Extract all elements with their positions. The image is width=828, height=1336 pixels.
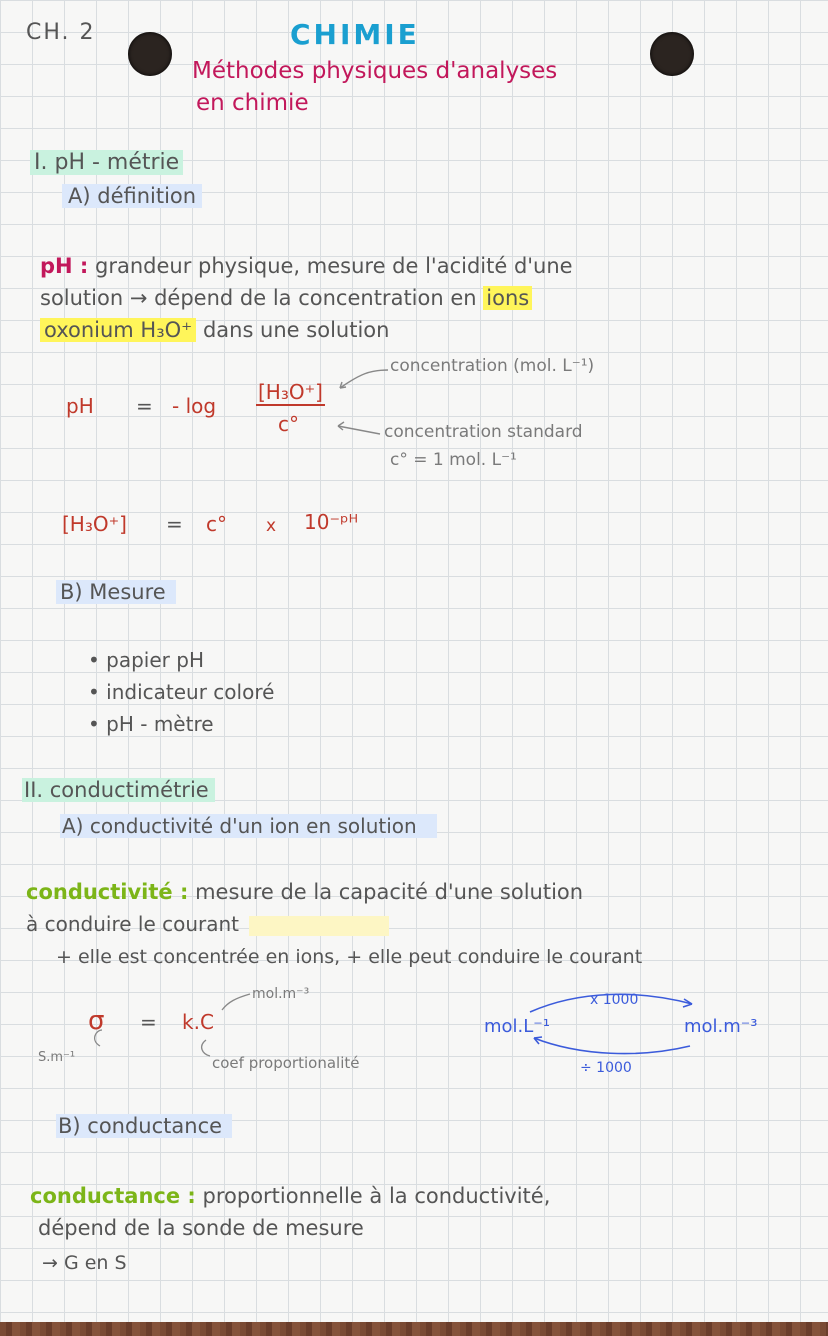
page-subtitle-line2: en chimie — [196, 90, 309, 116]
conductance-term: conductance : — [30, 1184, 196, 1208]
formula-ph-eq: = — [136, 394, 153, 418]
formula-h3o-c0: c° — [206, 512, 227, 536]
sigma-annotations — [60, 990, 260, 1070]
punch-hole-right — [650, 32, 694, 76]
punch-hole-left — [128, 32, 172, 76]
conductance-def-line1: proportionnelle à la conductivité, — [202, 1184, 551, 1208]
ph-definition-line1: grandeur physique, mesure de l'acidité d'une — [95, 254, 573, 278]
note-concentration: concentration (mol. L⁻¹) — [390, 356, 595, 376]
section1-title: I. pH - métrie — [30, 150, 183, 175]
bullet-3-text: pH - mètre — [106, 712, 214, 736]
bullet-1: • papier pH — [88, 648, 204, 672]
section2-partB: B) conductance — [56, 1114, 232, 1138]
conductivity-def-line3: + elle est concentrée en ions, + elle peut conduire le courant — [56, 946, 643, 968]
unit-sigma: S.m⁻¹ — [38, 1050, 76, 1065]
conductivity-term: conductivité : — [26, 880, 189, 904]
formula-h3o-eq: = — [166, 512, 183, 536]
conversion-left: mol.L⁻¹ — [484, 1016, 551, 1037]
ph-definition-line2 — [40, 286, 532, 310]
bullet-2: • indicateur coloré — [88, 680, 275, 704]
bullet-3: • pH - mètre — [88, 712, 214, 736]
section1-partA: A) définition — [62, 184, 202, 208]
formula-h3o-times: x — [266, 516, 277, 536]
note-concentration-standard: concentration standard — [384, 422, 583, 442]
conversion-top: x 1000 — [590, 992, 639, 1008]
conductivity-def-line2-text: à conduire le courant — [26, 912, 240, 936]
oxonium-highlight: oxonium H₃O⁺ — [40, 318, 196, 342]
formula-ph-numerator: [H₃O⁺] — [258, 380, 323, 404]
page-subtitle-line1: Méthodes physiques d'analyses — [192, 58, 558, 84]
bullet-2-text: indicateur coloré — [106, 680, 275, 704]
conductance-def-line2: dépend de la sonde de mesure — [38, 1216, 364, 1240]
formula-ph-lhs: pH — [66, 394, 94, 418]
formula-ph-minus-log: - log — [172, 394, 217, 418]
conversion-right: mol.m⁻³ — [684, 1016, 758, 1037]
ph-definition-line2-text: solution → dépend de la concentration en — [40, 286, 477, 310]
definition-conductivity — [26, 880, 583, 904]
conductivity-def-line1: mesure de la capacité d'une solution — [195, 880, 584, 904]
formula-h3o-lhs: [H₃O⁺] — [62, 512, 127, 536]
chapter-label: CH. 2 — [26, 20, 96, 45]
definition-ph — [40, 254, 573, 278]
formula-ph-denominator: c° — [278, 412, 299, 436]
formula-h3o-power: 10⁻ᵖᴴ — [304, 510, 359, 534]
ions-highlight: ions — [483, 286, 532, 310]
conversion-arrows — [520, 990, 710, 1060]
wooden-table-edge — [0, 1322, 828, 1336]
formula-sigma: σ — [88, 1006, 105, 1036]
annotation-arrows — [330, 360, 390, 440]
bullet-1-text: papier pH — [106, 648, 204, 672]
formula-sigma-eq: = — [140, 1010, 157, 1034]
ph-term: pH : — [40, 254, 89, 278]
ph-definition-line3-text: dans une solution — [202, 318, 390, 342]
definition-conductance — [30, 1184, 550, 1208]
note-c0-value: c° = 1 mol. L⁻¹ — [390, 450, 517, 470]
coef-label: coef proportionalité — [212, 1054, 360, 1072]
ph-definition-line3 — [40, 318, 389, 342]
formula-sigma-rhs: k.C — [182, 1010, 214, 1034]
conductance-def-line3: → G en S — [42, 1252, 127, 1274]
section1-partB: B) Mesure — [56, 580, 176, 604]
conversion-bottom: ÷ 1000 — [580, 1060, 632, 1076]
faint-highlight — [249, 916, 389, 936]
page-title: CHIMIE — [290, 18, 420, 51]
section2-partA: A) conductivité d'un ion en solution — [60, 814, 437, 838]
conductivity-def-line2 — [26, 912, 389, 936]
section2-title: II. conductimétrie — [22, 778, 215, 802]
unit-c: mol.m⁻³ — [252, 986, 310, 1002]
